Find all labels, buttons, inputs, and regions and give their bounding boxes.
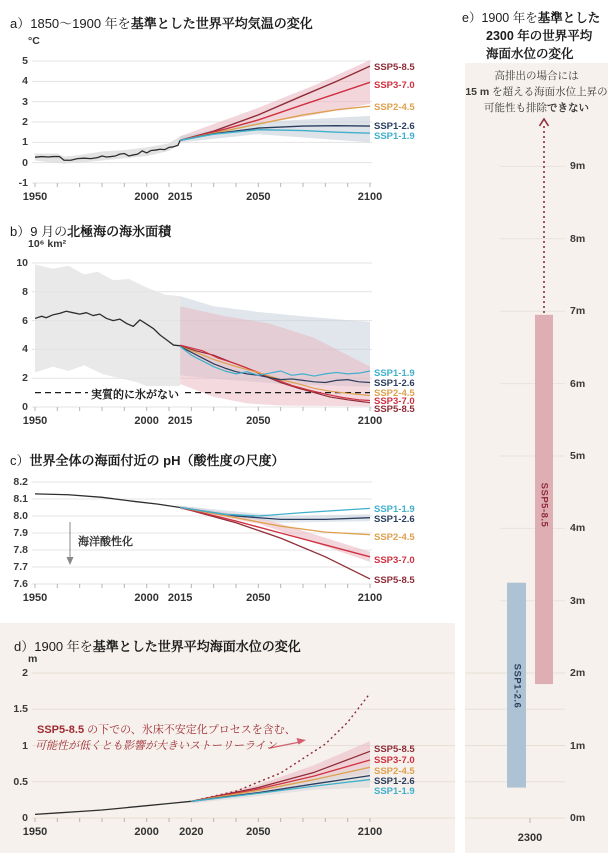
high-emission-note-line2-rest: を超える海面水位上昇の bbox=[489, 86, 608, 98]
series-label-b: SSP3-7.0 bbox=[374, 396, 415, 407]
y-tick-d: 0 bbox=[22, 812, 28, 824]
y-tick-d: 1.5 bbox=[13, 703, 28, 716]
panel-e-title-line2: 2300 年の世界平均 bbox=[486, 29, 593, 43]
annotation-arrows bbox=[67, 522, 307, 748]
panel-a-title-bold: 基準とした世界平均気温の変化 bbox=[130, 16, 313, 31]
y-tick-e: 3m bbox=[570, 594, 586, 607]
y-tick-e: 0m bbox=[570, 812, 586, 824]
storyline-annotation-line2: 可能性が低くとも影響が大きいストーリーライン bbox=[35, 740, 277, 752]
arrow-right-icon bbox=[297, 738, 307, 745]
x-tick-d: 1950 bbox=[22, 826, 48, 838]
panel-d-title-bold: 基準とした世界平均海面水位の変化 bbox=[92, 639, 301, 654]
high-emission-note-line1: 高排出の場合には bbox=[494, 70, 579, 82]
y-tick-e: 1m bbox=[570, 739, 586, 752]
ice-free-annotation: 実質的に氷がない bbox=[88, 386, 182, 402]
series-label-b: SSP2-4.5 bbox=[374, 388, 415, 399]
x-tick-c: 2000 bbox=[134, 592, 159, 604]
high-emission-note-15m: 15 m bbox=[465, 86, 490, 98]
series-label-d: SSP1-2.6 bbox=[374, 776, 415, 787]
y-tick-c: 7.8 bbox=[13, 544, 28, 556]
series-label-b: SSP1-1.9 bbox=[374, 368, 415, 379]
panel-c-title bbox=[10, 450, 284, 469]
arrow-up-icon bbox=[540, 119, 549, 126]
panel-d-title-prefix: d）1900 年を bbox=[14, 639, 93, 654]
x-tick-b: 2050 bbox=[246, 415, 271, 427]
panel-e-title-line1 bbox=[462, 9, 600, 27]
panel-d-title bbox=[14, 636, 301, 655]
y-tick-a: 3 bbox=[22, 95, 28, 108]
x-tick-d: 2100 bbox=[357, 826, 383, 838]
y-tick-a: 2 bbox=[22, 116, 28, 128]
x-tick-a: 2015 bbox=[167, 191, 193, 203]
y-tick-e: 7m bbox=[570, 305, 586, 318]
x-tick-a: 2000 bbox=[134, 191, 159, 203]
y-tick-e: 5m bbox=[570, 450, 586, 462]
series-label-d: SSP1-1.9 bbox=[374, 786, 415, 797]
x-tick-a: 1950 bbox=[22, 191, 48, 203]
y-tick-b: 4 bbox=[22, 343, 28, 356]
y-tick-c: 8.2 bbox=[13, 476, 28, 488]
bar-label-SSP1-2.6: SSP1-2.6 bbox=[511, 663, 522, 709]
panel-e-title-line1-bold: 基準とした bbox=[537, 11, 601, 25]
x-tick-c: 2015 bbox=[167, 592, 193, 604]
panel-b-title-bold: 北極海の海氷面積 bbox=[67, 224, 172, 239]
y-tick-b: 8 bbox=[22, 285, 28, 298]
series-label-d: SSP5-8.5 bbox=[374, 744, 415, 755]
series-label-a: SSP1-1.9 bbox=[374, 131, 415, 142]
storyline-annotation-ssp: SSP5-8.5 bbox=[37, 724, 85, 736]
series-label-d: SSP3-7.0 bbox=[374, 755, 415, 766]
y-tick-e: 6m bbox=[570, 377, 586, 390]
panel-e-title bbox=[462, 9, 600, 63]
y-tick-e: 4m bbox=[570, 522, 586, 535]
y-tick-b: 6 bbox=[22, 314, 28, 327]
chart-e bbox=[500, 119, 565, 823]
y-tick-d: 1 bbox=[22, 739, 28, 752]
y-tick-d: 2 bbox=[22, 667, 28, 679]
panel-a-unit: °C bbox=[28, 35, 40, 47]
series-label-a: SSP3-7.0 bbox=[374, 80, 415, 91]
y-tick-a: 5 bbox=[22, 55, 28, 67]
series-label-c: SSP1-1.9 bbox=[374, 504, 415, 515]
y-tick-a: 1 bbox=[22, 136, 28, 149]
y-tick-b: 10 bbox=[16, 257, 28, 269]
x-tick-c: 1950 bbox=[22, 592, 48, 604]
y-tick-a: -1 bbox=[18, 177, 28, 189]
x-tick-b: 2100 bbox=[357, 415, 383, 427]
y-tick-c: 8.0 bbox=[13, 510, 28, 522]
y-tick-c: 7.9 bbox=[13, 527, 28, 539]
panel-c-title-bold: 世界全体の海面付近の pH（酸性度の尺度） bbox=[29, 453, 285, 468]
arrow-down-icon bbox=[67, 557, 74, 565]
panel-d-unit: m bbox=[28, 653, 38, 665]
panel-c-title-prefix: c） bbox=[10, 453, 30, 468]
panel-a-title bbox=[10, 13, 313, 32]
high-emission-note-line2 bbox=[465, 84, 608, 100]
high-emission-note-cannot: できない bbox=[547, 102, 589, 114]
ocean-acidification-annotation: 海洋酸性化 bbox=[78, 536, 133, 548]
y-tick-a: 4 bbox=[22, 75, 28, 88]
high-emission-note-line3-text: 可能性も排除 bbox=[484, 102, 547, 114]
panel-divider bbox=[455, 623, 465, 853]
x-tick-a: 2050 bbox=[246, 191, 271, 203]
y-tick-c: 8.1 bbox=[13, 493, 28, 505]
x-tick-d: 2000 bbox=[134, 826, 159, 838]
storyline-annotation-rest: の下での、氷床不安定化プロセスを含む、 bbox=[84, 724, 296, 736]
series-label-a: SSP1-2.6 bbox=[374, 121, 415, 132]
x-tick-a: 2100 bbox=[357, 191, 383, 203]
high-emission-note-line3 bbox=[465, 100, 608, 116]
x-tick-b: 2000 bbox=[134, 415, 159, 427]
series-label-a: SSP5-8.5 bbox=[374, 62, 415, 73]
bar-label-SSP5-8.5: SSP5-8.5 bbox=[538, 482, 550, 528]
series-label-b: SSP1-2.6 bbox=[374, 378, 415, 389]
x-tick-c: 2050 bbox=[246, 592, 271, 604]
series-label-c: SSP5-8.5 bbox=[374, 575, 415, 586]
series-label-a: SSP2-4.5 bbox=[374, 102, 415, 113]
x-tick-d: 2020 bbox=[179, 826, 204, 838]
y-tick-b: 2 bbox=[22, 372, 28, 385]
series-label-b: SSP5-8.5 bbox=[374, 404, 415, 415]
y-tick-e: 9m bbox=[570, 160, 586, 173]
series-label-c: SSP1-2.6 bbox=[374, 514, 415, 525]
y-tick-c: 7.6 bbox=[13, 578, 28, 590]
storyline-annotation-line1 bbox=[37, 721, 296, 737]
panel-a-title-prefix: a）1850～1900 年を bbox=[10, 16, 131, 31]
x-tick-d: 2050 bbox=[246, 826, 271, 838]
y-tick-a: 0 bbox=[22, 156, 28, 169]
x-tick-b: 1950 bbox=[22, 415, 48, 427]
chart-b bbox=[32, 263, 372, 411]
series-label-c: SSP2-4.5 bbox=[374, 532, 415, 543]
series-label-d: SSP2-4.5 bbox=[374, 766, 415, 777]
y-tick-c: 7.7 bbox=[13, 561, 28, 573]
y-tick-e: 8m bbox=[570, 232, 586, 245]
panel-b-title-prefix: b）9 月の bbox=[10, 224, 68, 239]
x-tick-b: 2015 bbox=[167, 415, 193, 427]
x-tick-2300: 2300 bbox=[517, 832, 543, 844]
series-hist bbox=[35, 801, 191, 814]
panel-e-title-line3: 海面水位の変化 bbox=[486, 47, 574, 61]
x-tick-c: 2100 bbox=[357, 592, 383, 604]
y-tick-d: 0.5 bbox=[13, 775, 28, 788]
y-tick-e: 2m bbox=[570, 667, 586, 680]
panel-e-title-line1-prefix: e）1900 年を bbox=[462, 11, 538, 25]
series-hist bbox=[35, 494, 180, 508]
series-label-c: SSP3-7.0 bbox=[374, 555, 415, 566]
panel-b-unit: 10⁶ km² bbox=[28, 238, 67, 250]
y-tick-b: 0 bbox=[22, 401, 28, 413]
chart-a bbox=[32, 60, 372, 187]
